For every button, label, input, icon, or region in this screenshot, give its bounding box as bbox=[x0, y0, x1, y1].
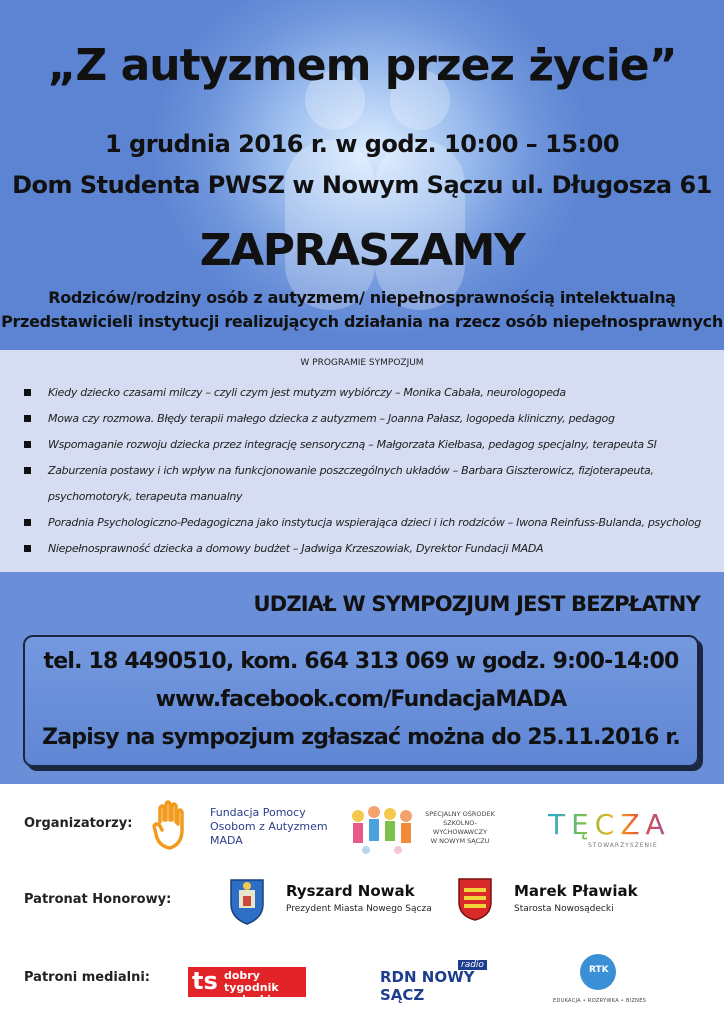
patron-role: Starosta Nowosądecki bbox=[514, 904, 614, 914]
invite-heading: ZAPRASZAMY bbox=[199, 225, 525, 276]
audience-line: Rodziców/rodziny osób z autyzmem/ niepełnosprawnością intelektualną bbox=[48, 288, 676, 307]
osw-name: SPECJALNY OŚRODEK SZKOLNO-WYCHOWAWCZY W NOWYM SĄCZU bbox=[425, 810, 495, 845]
header-banner bbox=[0, 0, 724, 350]
media-label: Patroni medialni: bbox=[24, 970, 151, 985]
rdn-radio-logo: radio RDN NOWY SĄCZ bbox=[380, 960, 492, 996]
sponsors-footer bbox=[0, 784, 724, 1024]
program-item: Poradnia Psychologiczno-Pedagogiczna jako instytucja wspierająca dzieci i ich rodziców – Iwona Reinfuss-Bulanda, psycholog bbox=[24, 510, 714, 536]
contact-box bbox=[23, 635, 699, 767]
registration-deadline: Zapisy na sympozjum zgłaszać można do 25.11.2016 r. bbox=[42, 725, 680, 750]
organizers-label: Organizatorzy: bbox=[24, 816, 133, 831]
event-date: 1 grudnia 2016 r. w godz. 10:00 – 15:00 bbox=[104, 130, 620, 158]
square-bullet-icon bbox=[24, 389, 31, 396]
dobry-tygodnik-sadecki-logo: ts dobry tygodnik sądecki bbox=[188, 967, 306, 997]
program-item: Niepełnosprawność dziecka a domowy budżet – Jadwiga Krzeszowiak, Dyrektor Fundacji MADA bbox=[24, 536, 714, 562]
square-bullet-icon bbox=[24, 545, 31, 552]
rtk-subtitle: EDUKACJA • ROZRYWKA • BIZNES bbox=[553, 998, 647, 1004]
tecza-subtitle: STOWARZYSZENIE bbox=[588, 842, 658, 849]
hand-icon bbox=[152, 800, 192, 852]
square-bullet-icon bbox=[24, 415, 31, 422]
nowy-sacz-coat-of-arms-icon bbox=[228, 876, 266, 926]
audience-line: Przedstawicieli instytucji realizujących działania na rzecz osób niepełnosprawnych bbox=[1, 312, 723, 331]
contact-web-link[interactable]: www.facebook.com/FundacjaMADA bbox=[155, 687, 567, 712]
program-section bbox=[0, 350, 724, 572]
event-title: „Z autyzmem przez życie” bbox=[47, 40, 677, 91]
patron-name: Ryszard Nowak bbox=[286, 882, 415, 900]
event-place: Dom Studenta PWSZ w Nowym Sączu ul. Długosza 61 bbox=[12, 171, 712, 199]
honorary-label: Patronat Honorowy: bbox=[24, 892, 172, 907]
program-heading: W PROGRAMIE SYMPOZJUM bbox=[300, 358, 424, 368]
program-item: Wspomaganie rozwoju dziecka przez integrację sensoryczną – Małgorzata Kiełbasa, pedagog specjalny, terapeuta SI bbox=[24, 432, 714, 458]
nowosadecki-coat-of-arms-icon bbox=[456, 876, 494, 922]
program-item: Mowa czy rozmowa. Błędy terapii małego dziecka z autyzmem – Joanna Pałasz, logopeda kliniczny, pedagog bbox=[24, 406, 714, 432]
children-drawing-icon bbox=[346, 800, 422, 858]
square-bullet-icon bbox=[24, 441, 31, 448]
program-item-continuation: psychomotoryk, terapeuta manualny bbox=[48, 490, 243, 503]
mada-name: Fundacja Pomocy Osobom z Autyzmem MADA bbox=[210, 806, 328, 847]
patron-role: Prezydent Miasta Nowego Sącza bbox=[286, 904, 432, 914]
program-item: Zaburzenia postawy i ich wpływ na funkcjonowanie poszczególnych układów – Barbara Giszterowicz, fizjoterapeuta, bbox=[24, 458, 714, 484]
square-bullet-icon bbox=[24, 467, 31, 474]
contact-phone: tel. 18 4490510, kom. 664 313 069 w godz. 9:00-14:00 bbox=[43, 649, 679, 674]
patron-name: Marek Pławiak bbox=[514, 882, 638, 900]
rtk-logo-text: RTK bbox=[589, 965, 609, 975]
free-participation: UDZIAŁ W SYMPOZJUM JEST BEZPŁATNY bbox=[253, 592, 700, 616]
participation-section bbox=[0, 572, 724, 784]
square-bullet-icon bbox=[24, 519, 31, 526]
program-item: Kiedy dziecko czasami milczy – czyli czym jest mutyzm wybiórczy – Monika Cabała, neurologopeda bbox=[24, 380, 714, 406]
program-list bbox=[24, 380, 714, 562]
tecza-logo: TĘCZA bbox=[548, 808, 671, 841]
